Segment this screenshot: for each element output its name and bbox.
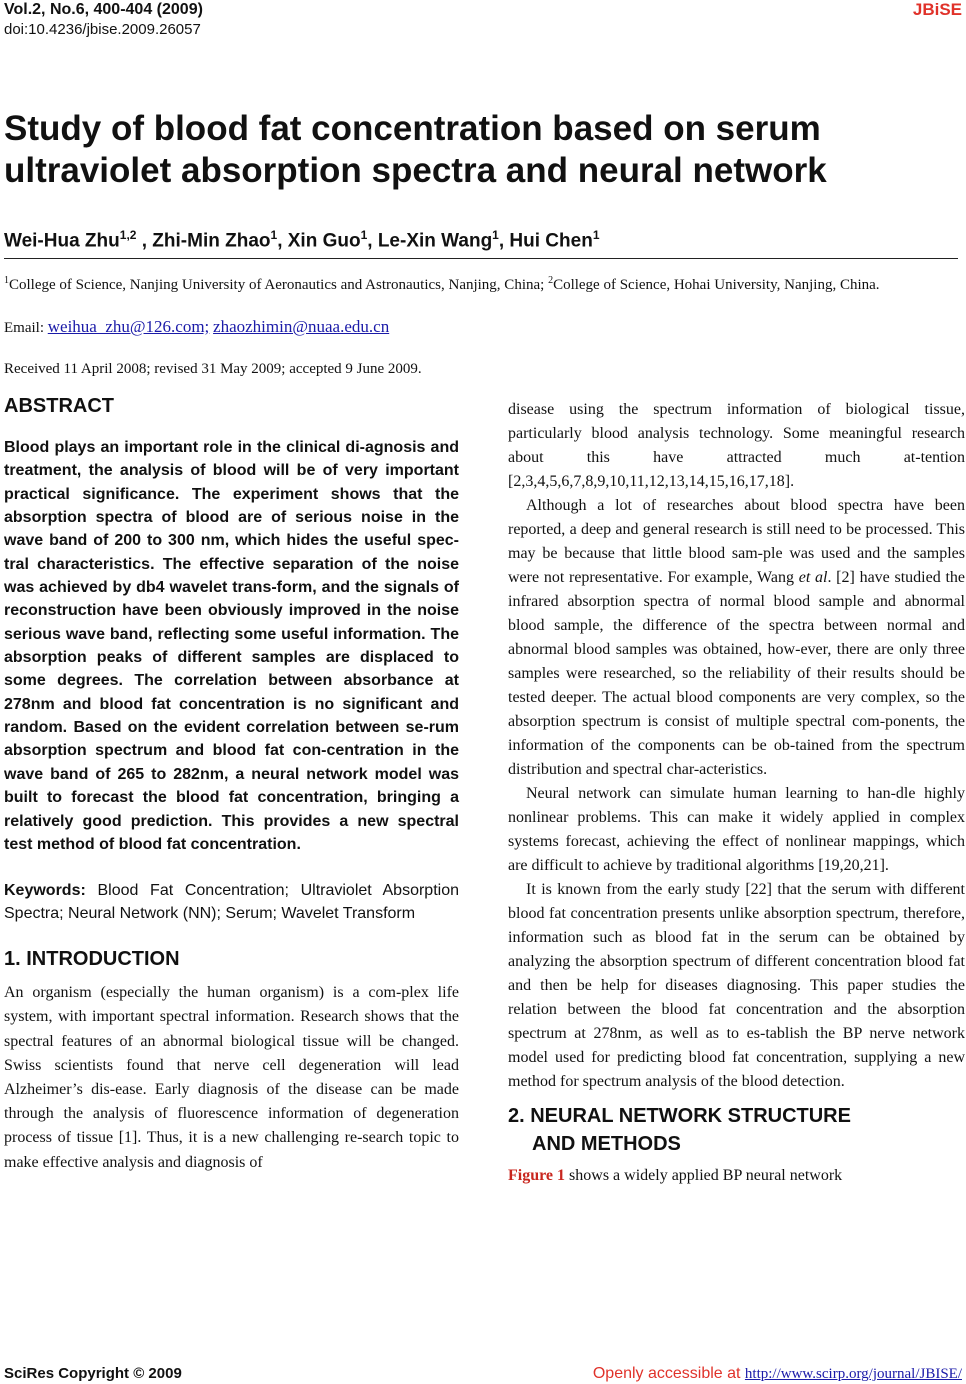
affil-2: College of Science, Hohai University, Nanjing, China. (553, 277, 880, 293)
abstract-text: Blood plays an important role in the clinical di-agnosis and treatment, the analysis of blood will be of very important practical significance. The experiment shows that the absorption spectra of blood are of serious noise in the wave band of 200 to 300 nm, which hides the useful spec-tral characteristics. The effective separation of the noise was achieved by db4 wavelet trans-form, and the signals of reconstruction have been obviously improved in the noise serious wave band, reflecting some useful information. The absorption peaks of different samples are displaced to some degrees. The correlation between absorbance at 278nm and blood fat concentration is no significant and random. Based on the evident correlation between se-rum absorption spectrum and blood fat con-centration in the wave band of 265 to 282nm, a neural network model was built to forecast the blood fat concentration, bringing a relatively good prediction. This provides a new spectral test method of blood fat concentration. (4, 439, 459, 853)
intro-p2-part-b: . [2] have studied the infrared absorption spectra of normal blood sample and abnormal blood sample, the difference of the spectra between normal and abnormal blood samples was obtained, how-ever, there are only three samples were researched, so the reliability of their results should be tested deeper. The actual blood components are very complex, so the absorption spectrum is consist of multiple spectral com-ponents, the information of the components can be ob-tained from the spectrum distribution and spectral char-acteristics. (508, 569, 966, 778)
author-affil-sup: 1,2 (119, 228, 137, 242)
figure-1-reference[interactable]: Figure 1 (508, 1167, 566, 1184)
author-affil-sup: 1 (592, 228, 600, 242)
section-2-text: shows a widely applied BP neural network (565, 1167, 843, 1184)
running-header (4, 0, 203, 40)
keywords (4, 880, 459, 925)
author-affil-sup: 1 (492, 228, 499, 242)
title-divider (4, 258, 958, 259)
author: Le-Xin Wang (377, 230, 493, 252)
author: Hui Chen (509, 230, 593, 252)
title-line-2: ultraviolet absorption spectra and neural network (4, 151, 827, 190)
section-2-paragraph (508, 1164, 965, 1188)
intro-paragraph-1-continued: disease using the spectrum information of biological tissue, particularly blood analysis technology. Some meaningful research about this have attracted much at-tention [2,3,4,5,6,7,8,9,10,11,12,13,14,15,16,17,18]. (508, 401, 965, 490)
paper-title (4, 108, 954, 192)
author-separator: , (498, 230, 510, 252)
received-dates: Received 11 April 2008; revised 31 May 2009; accepted 9 June 2009. (4, 361, 422, 377)
journal-abbrev: JBiSE (912, 0, 962, 19)
footer-copyright: SciRes Copyright © 2009 (4, 1365, 182, 1382)
volume-info: Vol.2, No.6, 400-404 (2009) (4, 1, 203, 18)
title-line-1: Study of blood fat concentration based on serum (4, 109, 821, 148)
footer-access (593, 1364, 962, 1384)
affil-sup-1: 1 (4, 275, 9, 286)
intro-paragraph-3: Neural network can simulate human learning to han-dle highly nonlinear problems. This can make it widely applied in complex systems forecast, achieving the effect of nonlinear mappings, which are difficult to achieve by traditional algorithms [19,20,21]. (508, 785, 965, 874)
intro-p2-etal: et al (798, 569, 828, 586)
author-list (4, 222, 600, 254)
email-line (4, 316, 389, 339)
author-affil-sup: 1 (270, 228, 278, 242)
author-separator: , (367, 230, 378, 252)
section-2-heading-line-1: 2. NEURAL NETWORK STRUCTURE (508, 1105, 851, 1127)
author-separator: , (136, 230, 153, 252)
keywords-text: Blood Fat Concentration; Ultraviolet Absorption Spectra; Neural Network (NN); Serum; Wavelet Transform (4, 882, 459, 922)
author-separator: , (277, 230, 288, 252)
footer-openly-label: Openly accessible at (592, 1365, 745, 1382)
introduction-heading: 1. INTRODUCTION (4, 948, 180, 971)
affiliations (4, 270, 964, 296)
email-link-1[interactable]: weihua_zhu@126.com; (47, 317, 210, 336)
affil-sup-2: 2 (548, 275, 554, 286)
affil-1: College of Science, Nanjing University of Aeronautics and Astronautics, Nanjing, China; (9, 277, 549, 293)
left-column (4, 392, 459, 1175)
abstract-heading: ABSTRACT (4, 395, 114, 417)
journal-url-link[interactable]: http://www.scirp.org/journal/JBISE/ (744, 1366, 962, 1382)
author: Wei-Hua Zhu (4, 230, 120, 252)
email-link-2[interactable]: zhaozhimin@nuaa.edu.cn (213, 317, 390, 336)
right-column (508, 398, 965, 1188)
author-affil-sup: 1 (360, 228, 368, 242)
email-label: Email: (4, 320, 48, 336)
doi: doi:10.4236/jbise.2009.26057 (4, 21, 201, 38)
intro-paragraph-1: An organism (especially the human organism) is a com-plex life system, with important spectral information. Research shows that the spectral features of an abnormal biological tissue will be changed. Swiss scientists found that nerve cell degeneration will lead Alzheimer’s dis-ease. Early diagnosis of the disease can be made through the analysis of fluorescence information of degeneration process of tissue [1]. Thus, it is a new challenging re-search topic to make effective analysis and diagnosis of (4, 984, 459, 1171)
intro-paragraph-4: It is known from the early study [22] that the serum with different blood fat concentration presents unlike absorption spectrum, therefore, information such as blood fat in the serum can be obtained by analyzing the absorption spectrum of different concentration blood fat and then be help for diseases diagnosing. This paper studies the relation between the blood fat concentration and the absorption spectrum at 278nm, as well as to es-tablish the BP nerve network model used for predicting blood fat concentration, supplying a new method for spectrum analysis of the blood detection. (508, 881, 965, 1090)
section-2-heading (508, 1102, 965, 1158)
intro-paragraph-2 (508, 494, 965, 782)
keywords-label: Keywords: (4, 882, 86, 900)
section-2-heading-line-2: AND METHODS (532, 1133, 681, 1155)
author: Xin Guo (287, 230, 361, 252)
author: Zhi-Min Zhao (152, 230, 271, 252)
intro-p2-part-a: Although a lot of researches about blood spectra have been reported, a deep and general research is still need to be processed. This may be because that little blood sam-ple was used and the samples were not representative. For example, Wang (508, 497, 965, 586)
